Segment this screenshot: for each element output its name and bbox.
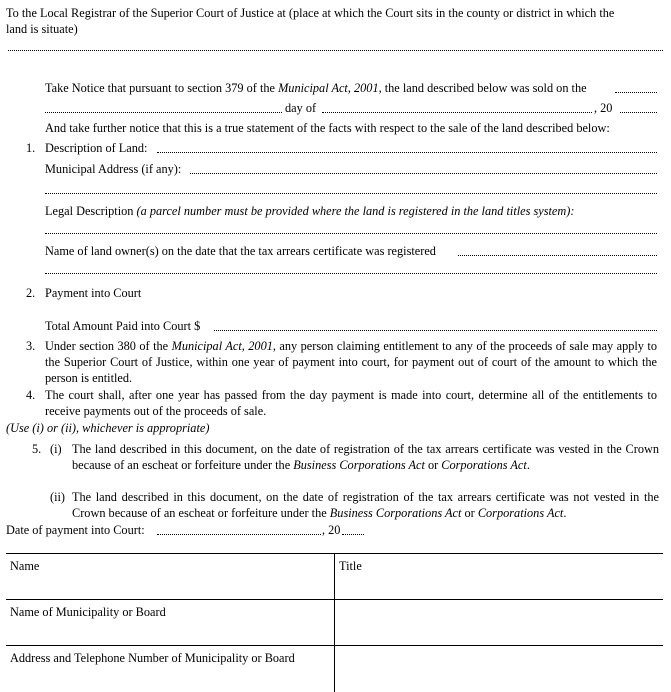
item-4-number: 4. <box>26 387 35 403</box>
municipality-label: Name of Municipality or Board <box>10 605 166 619</box>
title-cell[interactable] <box>335 554 664 600</box>
take-notice-text: Take Notice that pursuant to section 379 of the Municipal Act, 2001, the land described below was sold on the <box>45 80 587 96</box>
name-label: Name <box>10 559 39 573</box>
option-ii-number: (ii) <box>50 489 65 505</box>
description-field[interactable] <box>157 152 657 153</box>
day-of-label: day of <box>285 100 316 116</box>
date-payment-year-label: , 20 <box>322 522 340 538</box>
date-payment-field[interactable] <box>157 534 321 535</box>
description-label: Description of Land: <box>45 140 147 156</box>
registrar-line-1: To the Local Registrar of the Superior Court of Justice at (place at which the Court sits in the county or district in which the <box>6 5 614 21</box>
item-3-number: 3. <box>26 338 35 354</box>
date-payment-label: Date of payment into Court: <box>6 522 145 538</box>
option-i-number: (i) <box>50 441 62 457</box>
title-label: Title <box>339 559 362 573</box>
signature-table <box>6 553 663 692</box>
date-payment-year-field[interactable] <box>342 534 364 535</box>
further-notice-text: And take further notice that this is a true statement of the facts with respect to the sale of the land described below: <box>45 120 610 136</box>
municipal-address-field-2[interactable] <box>45 193 657 194</box>
municipal-address-field[interactable] <box>190 173 657 174</box>
item-3-text: Under section 380 of the Municipal Act, 2001, any person claiming entitlement to any of the proceeds of sale may apply to the Superior Court of Justice, within one year of payment into court, for payment out of court of the amount to which the person is entitled. <box>45 338 657 386</box>
legal-description-label: Legal Description (a parcel number must be provided where the land is registered in the land titles system): <box>45 203 574 219</box>
sale-date-field[interactable] <box>615 92 657 93</box>
address-label: Address and Telephone Number of Municipality or Board <box>10 651 295 665</box>
name-cell[interactable] <box>6 554 335 600</box>
municipal-address-label: Municipal Address (if any): <box>45 161 181 177</box>
legal-description-field[interactable] <box>45 233 657 234</box>
owner-label: Name of land owner(s) on the date that the tax arrears certificate was registered <box>45 243 436 259</box>
item-5-number: 5. <box>32 441 41 457</box>
item-4-text: The court shall, after one year has passed from the day payment is made into court, determine all of the entitlements to receive payments out of the proceeds of sale. <box>45 387 657 419</box>
court-place-field[interactable] <box>8 50 663 51</box>
address-extra-cell[interactable] <box>335 646 664 692</box>
municipality-extra-cell[interactable] <box>335 600 664 646</box>
owner-field[interactable] <box>458 255 657 256</box>
total-amount-field[interactable] <box>214 330 657 331</box>
item-1-number: 1. <box>26 140 35 156</box>
total-amount-label: Total Amount Paid into Court $ <box>45 318 200 334</box>
sale-month-field[interactable] <box>322 112 592 113</box>
item-2-number: 2. <box>26 285 35 301</box>
address-cell[interactable] <box>6 646 335 692</box>
owner-field-2[interactable] <box>45 273 657 274</box>
option-i-text: The land described in this document, on the date of registration of the tax arrears certificate was vested in the Crown because of an escheat or forfeiture under the Business Corporations Act or Corporations Act. <box>72 441 659 473</box>
sale-year-field[interactable] <box>620 112 657 113</box>
use-note: (Use (i) or (ii), whichever is appropriate) <box>6 420 209 436</box>
year-prefix-label: , 20 <box>594 100 612 116</box>
option-ii-text: The land described in this document, on the date of registration of the tax arrears certificate was not vested in the Crown because of an escheat or forfeiture under the Business Corporations Act or Corporations Act. <box>72 489 659 521</box>
municipality-cell[interactable] <box>6 600 335 646</box>
sale-day-field[interactable] <box>45 112 282 113</box>
registrar-line-2: land is situate) <box>6 21 78 37</box>
payment-label: Payment into Court <box>45 285 141 301</box>
